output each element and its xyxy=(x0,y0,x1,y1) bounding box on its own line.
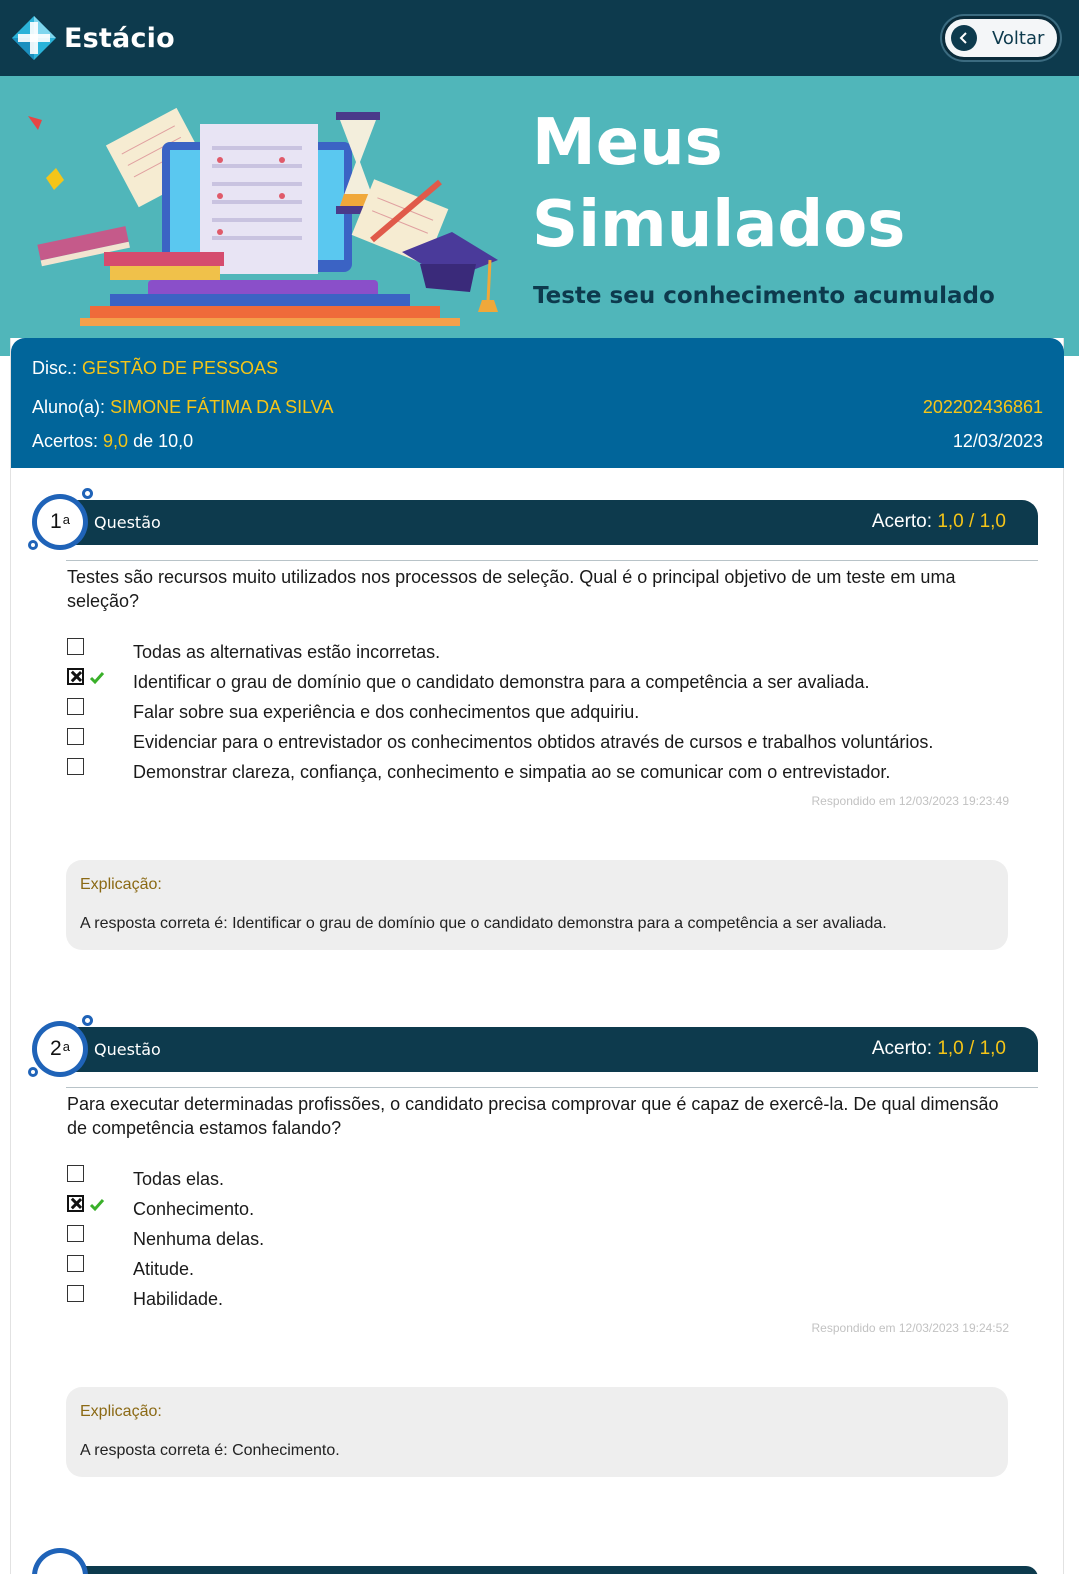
student-name: SIMONE FÁTIMA DA SILVA xyxy=(110,397,334,417)
question-score-label: Acerto: xyxy=(871,1038,933,1059)
option-text: Habilidade. xyxy=(133,1289,224,1309)
divider xyxy=(66,560,1038,561)
back-button-label: Voltar xyxy=(992,27,1045,49)
option-item[interactable] xyxy=(66,758,1026,788)
page-subtitle: Teste seu conhecimento acumulado xyxy=(533,283,995,309)
question-ordinal: a xyxy=(62,1038,70,1054)
score-total: de 10,0 xyxy=(133,431,194,451)
exam-date: 12/03/2023 xyxy=(952,431,1043,451)
option-text: Todas as alternativas estão incorretas. xyxy=(133,642,441,662)
option-text: Demonstrar clareza, confiança, conhecimento e simpatia ao se comunicar com o entrevistador. xyxy=(133,762,891,782)
option-item[interactable] xyxy=(66,698,1026,728)
option-text: Atitude. xyxy=(133,1259,195,1279)
page-title-line2: Simulados xyxy=(532,188,906,262)
option-item[interactable] xyxy=(66,728,1026,758)
checkbox[interactable] xyxy=(67,758,84,775)
question-number: 2 xyxy=(50,1037,62,1060)
option-item-selected[interactable] xyxy=(66,668,1026,698)
option-item[interactable] xyxy=(66,1165,1026,1195)
question-header xyxy=(30,1027,1038,1072)
option-text: Todas elas. xyxy=(133,1169,225,1189)
brand-name: Estácio xyxy=(64,22,175,54)
enrollment-number: 202202436861 xyxy=(922,397,1043,417)
checkbox[interactable] xyxy=(67,1165,84,1182)
question-ordinal: a xyxy=(62,511,70,527)
question-score-got: 1,0 xyxy=(937,1038,964,1059)
chevron-left-icon xyxy=(951,25,977,51)
answered-timestamp: Respondido em 12/03/2023 19:24:52 xyxy=(811,1321,1009,1335)
discipline-label: Disc.: xyxy=(32,358,77,378)
checkbox[interactable] xyxy=(67,698,84,715)
option-item[interactable] xyxy=(66,1285,1026,1315)
question-score-total: / 1,0 xyxy=(969,1038,1006,1059)
explanation-box xyxy=(66,1387,1008,1477)
option-text: Conhecimento. xyxy=(133,1199,255,1219)
option-item[interactable] xyxy=(66,638,1026,668)
question-label: Questão xyxy=(94,1040,161,1059)
explanation-box xyxy=(66,860,1008,950)
checkbox[interactable] xyxy=(67,638,84,655)
page-title-line1: Meus xyxy=(532,106,723,180)
correct-check-icon xyxy=(89,671,105,685)
explanation-text: A resposta correta é: Identificar o grau de domínio que o candidato demonstra para a competência a ser avaliada. xyxy=(80,915,887,932)
explanation-title: Explicação: xyxy=(80,876,162,893)
options-list xyxy=(66,638,1026,788)
question-number-badge xyxy=(26,488,92,554)
score-label: Acertos: xyxy=(32,431,99,451)
answered-timestamp: Respondido em 12/03/2023 19:23:49 xyxy=(811,794,1009,808)
discipline-value: GESTÃO DE PESSOAS xyxy=(82,358,279,378)
discipline-row xyxy=(32,358,278,379)
student-label: Aluno(a): xyxy=(32,397,106,417)
option-text: Identificar o grau de domínio que o candidato demonstra para a competência a ser avaliada. xyxy=(133,672,870,692)
checkbox[interactable] xyxy=(67,1225,84,1242)
explanation-title: Explicação: xyxy=(80,1403,162,1420)
divider xyxy=(66,1087,1038,1088)
question-score xyxy=(872,1038,1006,1060)
question-text: Para executar determinadas profissões, o candidato precisa comprovar que é capaz de exercê-la. De qual dimensão de competência estamos falando? xyxy=(67,1094,999,1138)
option-item-selected[interactable] xyxy=(66,1195,1026,1225)
option-text: Evidenciar para o entrevistador os conhecimentos obtidos através de cursos e trabalhos voluntários. xyxy=(133,732,934,752)
checkbox-checked[interactable] xyxy=(67,1195,84,1212)
option-item[interactable] xyxy=(66,1225,1026,1255)
estacio-logo[interactable] xyxy=(10,14,175,62)
checkbox[interactable] xyxy=(67,1255,84,1272)
question-score-label: Acerto: xyxy=(871,511,933,532)
hero-banner xyxy=(0,76,1079,356)
question-number: 1 xyxy=(50,510,62,533)
student-row xyxy=(32,397,333,418)
score-value: 9,0 xyxy=(103,431,129,451)
next-question-header xyxy=(30,1548,1038,1574)
question-header xyxy=(30,500,1038,545)
estacio-logo-icon xyxy=(10,14,58,62)
checkbox[interactable] xyxy=(67,1285,84,1302)
question-score xyxy=(872,511,1006,533)
option-item[interactable] xyxy=(66,1255,1026,1285)
page-title xyxy=(532,102,905,266)
student-info-panel xyxy=(11,338,1064,468)
option-text: Falar sobre sua experiência e dos conhecimentos que adquiriu. xyxy=(133,702,640,722)
question-score-total: / 1,0 xyxy=(969,511,1006,532)
checkbox[interactable] xyxy=(67,728,84,745)
checkbox-checked[interactable] xyxy=(67,668,84,685)
question-text: Testes são recursos muito utilizados nos processos de seleção. Qual é o principal objetivo de um teste em uma seleção? xyxy=(67,567,956,611)
options-list xyxy=(66,1165,1026,1315)
option-text: Nenhuma delas. xyxy=(133,1229,265,1249)
explanation-text: A resposta correta é: Conhecimento. xyxy=(80,1442,340,1459)
question-label: Questão xyxy=(94,513,161,532)
back-button[interactable] xyxy=(942,16,1060,60)
question-number-badge xyxy=(26,1015,92,1081)
score-row xyxy=(32,431,193,452)
top-bar xyxy=(0,0,1079,76)
correct-check-icon xyxy=(89,1198,105,1212)
question-score-got: 1,0 xyxy=(937,511,964,532)
study-illustration xyxy=(20,102,510,332)
